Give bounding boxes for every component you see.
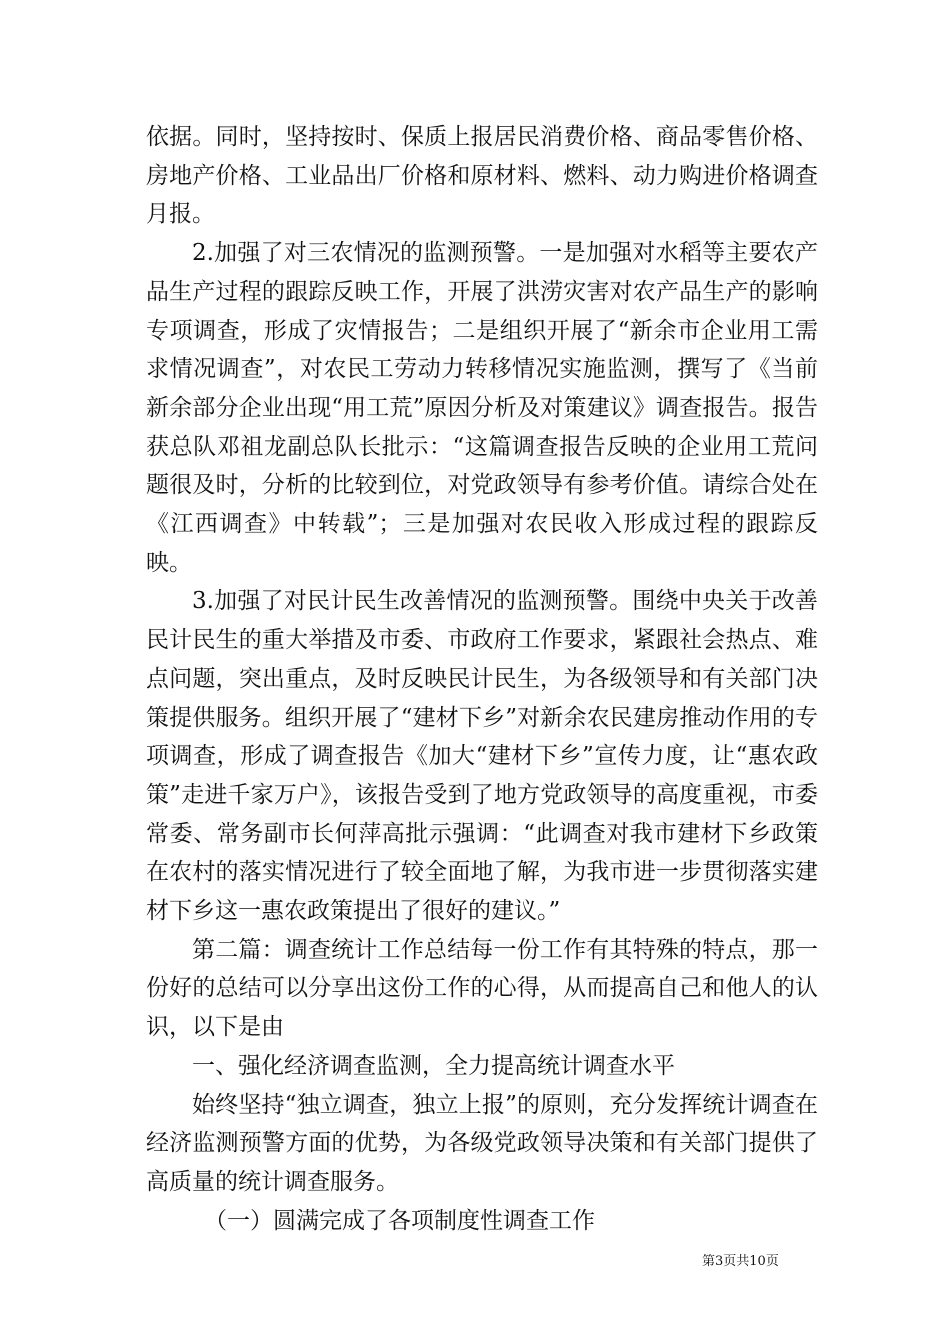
document-body — [146, 118, 818, 1240]
section-heading-economic-survey: 一、强化经济调查监测，全力提高统计调查水平 — [192, 1052, 675, 1079]
paragraph-livelihood-monitoring: 3.加强了对民计民生改善情况的监测预警。围绕中央关于改善民计民生的重大举措及市委、市政府工作要求，紧跟社会热点、难点问题，突出重点，及时反映民计民生，为各级领导和有关部门决策提供服务。组织开展了“建材下乡”对新余农民建房推动作用的专项调查，形成了调查报告《加大“建材下乡”宣传力度，让“惠农政策”走进千家万户》，该报告受到了地方党政领导的高度重视，市委常委、常务副市长何萍高批示强调：“此调查对我市建材下乡政策在农村的落实情况进行了较全面地了解，为我市进一步贯彻落实建材下乡这一惠农政策提出了很好的建议。” — [146, 588, 818, 925]
paragraph-price-reports: 依据。同时，坚持按时、保质上报居民消费价格、商品零售价格、房地产价格、工业品出厂价格和原材料、燃料、动力购进价格调查月报。 — [146, 124, 818, 228]
subsection-heading-routine-surveys: （一）圆满完成了各项制度性调查工作 — [204, 1207, 595, 1234]
paragraph-part-two-intro: 第二篇：调查统计工作总结每一份工作有其特殊的特点，那一份好的总结可以分享出这份工作的心得，从而提高自己和他人的认识，以下是由 — [146, 936, 818, 1041]
paragraph-independent-survey: 始终坚持“独立调查，独立上报”的原则，充分发挥统计调查在经济监测预警方面的优势，为各级党政领导决策和有关部门提供了高质量的统计调查服务。 — [146, 1091, 818, 1195]
paragraph-rural-monitoring: 2.加强了对三农情况的监测预警。一是加强对水稻等主要农产品生产过程的跟踪反映工作，开展了洪涝灾害对农产品生产的影响专项调查，形成了灾情报告；二是组织开展了“新余市企业用工需求情况调查”，对农民工劳动力转移情况实施监测，撰写了《当前新余部分企业出现“用工荒”原因分析及对策建议》调查报告。报告获总队邓祖龙副总队长批示：“这篇调查报告反映的企业用工荒问题很及时，分析的比较到位，对党政领导有参考价值。请综合处在《江西调查》中转载”；三是加强对农民收入形成过程的跟踪反映。 — [146, 240, 818, 576]
page-number-footer: 第3页共10页 — [702, 1254, 779, 1269]
